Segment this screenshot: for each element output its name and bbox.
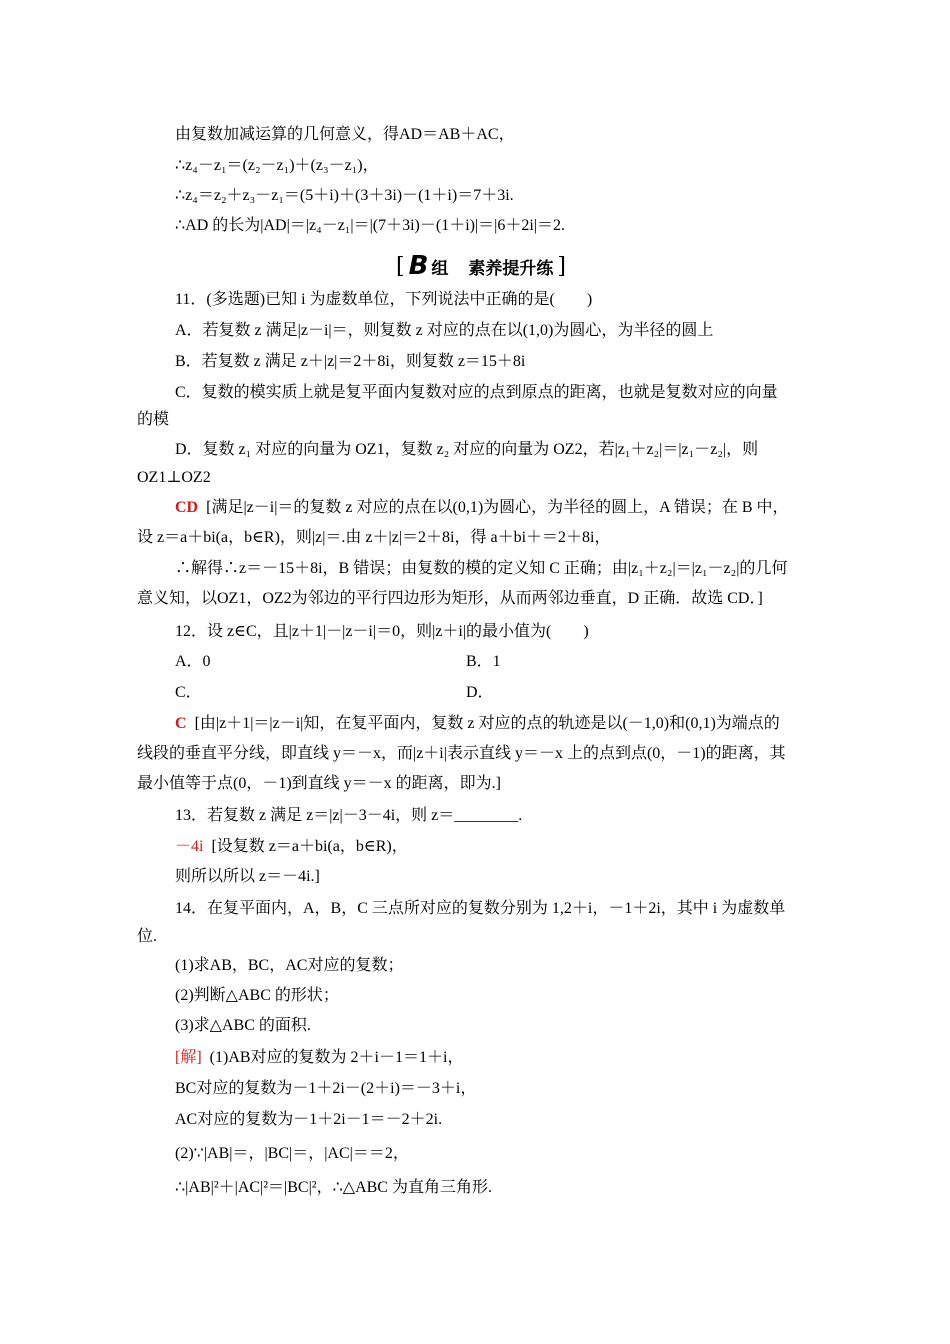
header-title: 素养提升练 [468,258,554,279]
header-open-bracket: [ [396,253,405,279]
solution-line: (2)∵|AB|＝，|BC|＝，|AC|＝＝2， [175,1145,409,1162]
solution-line: 意义知，以OZ1，OZ2为邻边的平行四边形为矩形，从而两邻边垂直，D 正确．故选 CD．] [137,590,763,607]
solution-12 [175,713,780,735]
option-11c: C．复数的模实质上就是复平面内复数对应的点到原点的距离，也就是复数对应的向量 [175,384,778,401]
solution-11 [175,497,789,519]
question-14-cont: 位. [137,928,158,945]
solution-line: ∴|AB|²＋|AC|²＝|BC|²，∴△ABC 为直角三角形. [175,1179,492,1196]
solution-11-text: [满足|z－i|＝的复数 z 对应的点在以(0,1)为圆心，为半径的圆上，A 错误；在 B 中， [206,499,789,516]
option-11d-cont: OZ1⊥OZ2 [137,469,211,486]
solution-14 [175,1047,463,1069]
option-12c: C． [175,684,202,701]
option-12a: A．0 [175,653,211,670]
question-12: 12．设 z∈C，且|z＋1|－|z－i|＝0，则|z＋i|的最小值为( ) [175,623,589,640]
header-letter: B [408,251,428,281]
option-11b: B．若复数 z 满足 z＋|z|＝2＋8i，则复数 z＝15＋8i [175,353,526,370]
option-12b: B．1 [466,653,501,670]
header-close-bracket: ] [557,253,567,279]
option-12d: D． [466,684,494,701]
question-11: 11．(多选题)已知 i 为虚数单位，下列说法中正确的是( ) [175,291,593,308]
answer-13: －4i [175,838,204,855]
text-line: ∴AD 的长为|AD|＝|z₄－z₁|＝|(7＋3i)－(1＋i)|＝|6＋2i|＝2. [175,217,566,234]
solution-13-text: [设复数 z＝a＋bi(a，b∈R)， [211,838,408,855]
solution-12-text: [由|z＋1|＝|z－i|知，在复平面内，复数 z 对应的点的轨迹是以(－1,0)和(0,1)为端点的 [194,715,780,732]
question-14-part3: (3)求△ABC 的面积. [175,1017,311,1034]
section-header [396,252,566,280]
header-group: 组 [431,258,449,279]
option-11d: D．复数 z₁ 对应的向量为 OZ1，复数 z₂ 对应的向量为 OZ2，若|z₁＋z₂|＝|z₁－z₂|，则 [175,441,759,458]
solution-13 [175,836,408,858]
solution-line: 则所以所以 z＝－4i.] [175,868,320,885]
question-14-part1: (1)求AB，BC，AC对应的复数； [175,957,404,974]
question-13: 13．若复数 z 满足 z＝|z|－3－4i，则 z＝________. [175,807,523,824]
text-line: ∴z₄－z₁＝(z₂－z₁)＋(z₃－z₁)， [175,157,379,174]
solution-14-text: (1)AB对应的复数为 2＋i－1＝1＋i， [209,1049,464,1066]
answer-12: C [175,715,187,732]
text-line: ∴z₄＝z₂＋z₃－z₁＝(5＋i)＋(3＋3i)－(1＋i)＝7＋3i. [175,187,514,204]
answer-11: CD [175,499,199,516]
solution-line: BC对应的复数为－1＋2i－(2＋i)＝－3＋i， [175,1080,477,1097]
question-14: 14．在复平面内，A，B，C 三点所对应的复数分别为 1,2＋i，－1＋2i，其中 i 为虚数单 [175,900,786,917]
solution-line: 设 z＝a＋bi(a，b∈R)，则|z|＝.由 z＋|z|＝2＋8i，得 a＋bi＋＝2＋8i， [137,529,611,546]
solution-line: 线段的垂直平分线，即直线 y＝－x，而|z＋i|表示直线 y＝－x 上的点到点(0，－1)的距离，其 [137,745,786,762]
option-11a: A．若复数 z 满足|z－i|＝，则复数 z 对应的点在以(1,0)为圆心，为半径的圆上 [175,322,714,339]
solution-14-tag: [解] [175,1049,202,1066]
option-11c-cont: 的模 [137,411,170,428]
text-line: 由复数加减运算的几何意义，得AD＝AB＋AC， [175,126,515,143]
solution-line: ∴解得∴z＝－15＋8i，B 错误；由复数的模的定义知 C 正确；由|z₁＋z₂|＝|z₁－z₂|的几何 [175,560,788,577]
solution-line: AC对应的复数为－1＋2i－1＝－2＋2i. [175,1111,443,1128]
solution-line: 最小值等于点(0，－1)到直线 y＝－x 的距离，即为.] [137,775,501,792]
question-14-part2: (2)判断△ABC 的形状； [175,987,339,1004]
